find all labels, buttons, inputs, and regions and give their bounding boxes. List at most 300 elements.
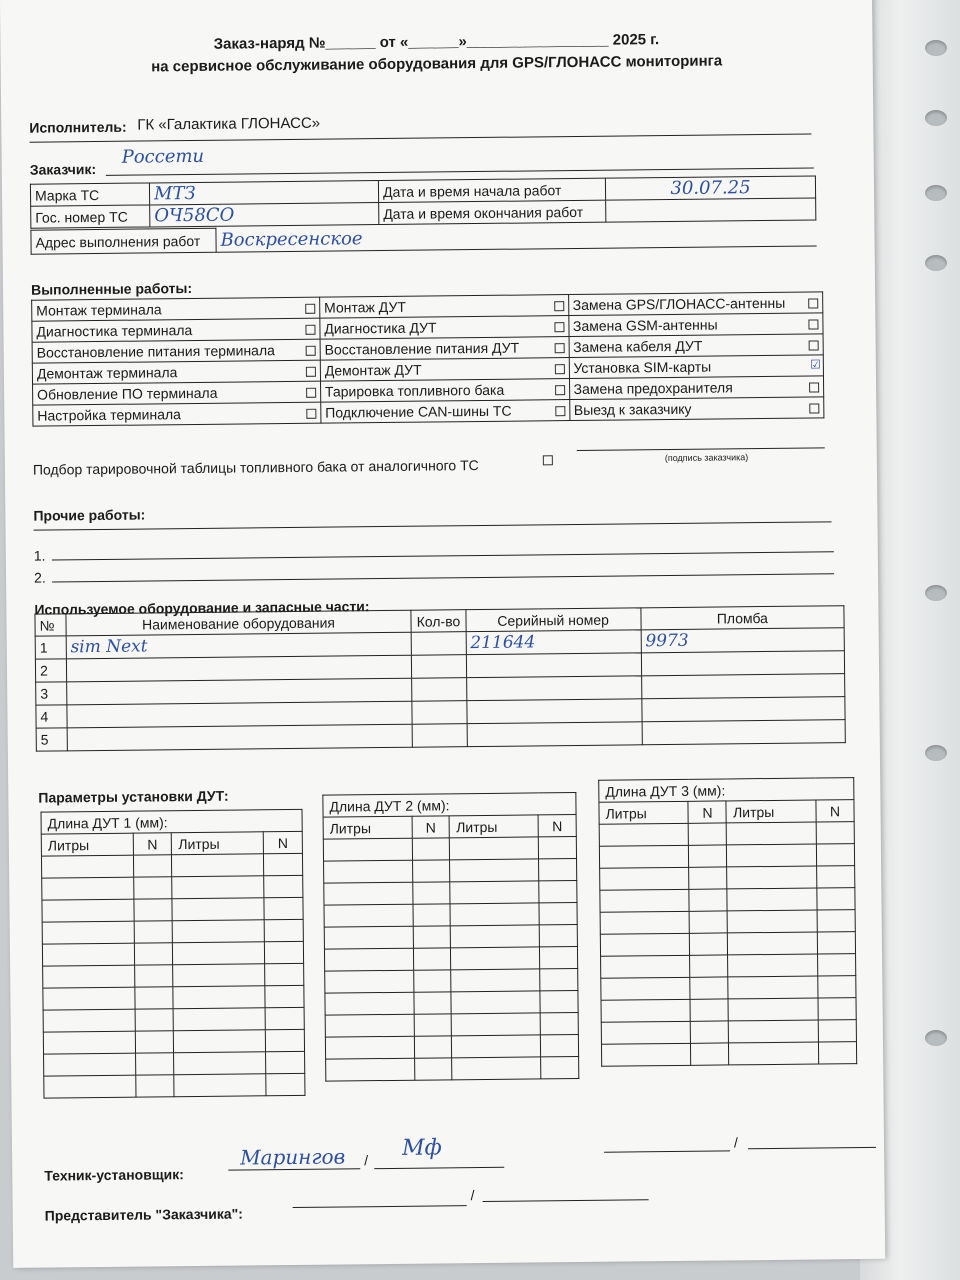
dut-cell[interactable] [412, 860, 450, 882]
dut-row [600, 888, 855, 913]
dut-cell[interactable] [174, 1008, 266, 1031]
dut-cell[interactable] [450, 903, 539, 926]
address-value[interactable]: Воскресенское [216, 222, 817, 252]
dut-caption: Длина ДУТ 3 (мм): [599, 778, 854, 803]
work-checkbox[interactable] [809, 382, 819, 392]
dut-cell[interactable] [172, 854, 264, 877]
equipment-cell[interactable] [412, 655, 467, 679]
dut-cell[interactable] [601, 999, 691, 1022]
dut-row [599, 822, 854, 847]
dut-cell[interactable] [43, 965, 135, 988]
dut-cell[interactable] [325, 970, 414, 993]
work-checkbox[interactable] [554, 322, 564, 332]
work-item[interactable] [32, 297, 320, 321]
technician-signature[interactable]: Мф [401, 1135, 442, 1161]
dut-row [42, 897, 303, 922]
work-checkbox[interactable] [306, 388, 316, 398]
equipment-title: Используемое оборудование и запасные части: [34, 598, 370, 618]
executor-line [29, 134, 811, 143]
dut-header-row [41, 831, 302, 856]
dut-row [42, 919, 303, 944]
dut-cell[interactable] [413, 948, 451, 970]
work-item[interactable] [321, 400, 570, 424]
dut-cell[interactable] [412, 882, 450, 904]
dut-cell[interactable] [324, 926, 413, 949]
dut-cell[interactable] [451, 991, 540, 1014]
dut-cell[interactable] [540, 1013, 578, 1035]
dut-header-cell: Литры [172, 832, 264, 855]
dut-cell[interactable] [42, 943, 134, 966]
dut-header-cell: N [412, 816, 450, 838]
dut-cell[interactable] [540, 947, 578, 969]
work-item[interactable] [320, 295, 569, 319]
technician-label: Техник-установщик: [44, 1166, 184, 1184]
dut-cell[interactable] [44, 1053, 136, 1076]
executor-value: ГК «Галактика ГЛОНАСС» [137, 114, 321, 134]
dut-row [323, 837, 576, 862]
dut-cell[interactable] [134, 921, 173, 943]
dut-caption: Длина ДУТ 1 (мм): [41, 809, 302, 834]
dut-cell[interactable] [818, 976, 856, 998]
work-item-label: Замена GSM-антенны [572, 316, 718, 335]
dut-cell[interactable] [817, 932, 855, 954]
dut-row [41, 853, 302, 878]
dut-cell[interactable] [134, 987, 173, 1009]
dut-cell[interactable] [690, 999, 728, 1021]
work-item-label: Обновление ПО терминала [37, 384, 218, 403]
dut-cell[interactable] [263, 853, 302, 875]
dut-cell[interactable] [414, 1036, 452, 1058]
work-checkbox[interactable] [306, 367, 316, 377]
work-checkbox[interactable] [306, 346, 316, 356]
end-value[interactable] [606, 198, 816, 222]
row-number: 3 [36, 682, 67, 705]
dut-cell[interactable] [44, 1075, 136, 1098]
dut-cell[interactable] [325, 1036, 414, 1059]
dut-row [324, 947, 577, 972]
other-works-title: Прочие работы: [33, 506, 146, 524]
dut-cell[interactable] [42, 877, 134, 900]
work-item[interactable] [320, 316, 569, 340]
dut-cell[interactable] [173, 920, 265, 943]
equipment-cell[interactable] [412, 678, 467, 702]
dut-cell[interactable] [174, 1074, 266, 1097]
equipment-cell[interactable] [67, 724, 413, 751]
work-checkbox[interactable] [555, 385, 565, 395]
dut-row [600, 910, 855, 935]
dut-cell[interactable] [451, 947, 540, 970]
equipment-cell[interactable] [642, 720, 846, 745]
dut-cell[interactable] [325, 992, 414, 1015]
extra-sign-line-1 [604, 1150, 730, 1152]
binder-hole [925, 40, 947, 56]
dut-row [601, 1020, 856, 1045]
dut-cell[interactable] [540, 991, 578, 1013]
dut-cell[interactable] [412, 838, 450, 860]
dut-cell[interactable] [323, 838, 412, 861]
dut-cell[interactable] [324, 860, 413, 883]
equipment-cell[interactable] [467, 722, 642, 747]
customer-line [106, 167, 814, 175]
dut-cell[interactable] [729, 1020, 819, 1043]
equipment-cell[interactable] [641, 651, 845, 676]
dut-cell[interactable] [541, 1056, 579, 1078]
dut-cell[interactable] [414, 1014, 452, 1036]
work-item[interactable] [320, 358, 569, 382]
dut-cell[interactable] [601, 1043, 691, 1066]
dut-cell[interactable] [691, 1043, 729, 1065]
technician-name-line [228, 1168, 360, 1170]
equipment-table [34, 605, 845, 751]
dut-cell[interactable] [41, 855, 133, 878]
equipment-cell[interactable] [412, 701, 467, 725]
representative-name-line[interactable] [293, 1205, 467, 1208]
dut-row [43, 1029, 304, 1054]
dut-cell[interactable] [601, 1021, 691, 1044]
dut-cell[interactable] [689, 823, 727, 845]
dut-cell[interactable] [728, 910, 818, 933]
dut-cell[interactable] [413, 926, 451, 948]
dut-header-cell: Литры [726, 800, 816, 823]
dut-cell[interactable] [816, 822, 854, 844]
work-checkbox[interactable] [808, 298, 818, 308]
work-item-label: Демонтаж терминала [36, 364, 178, 382]
dut-cell[interactable] [599, 823, 689, 846]
dut-cell[interactable] [324, 882, 413, 905]
dut-row [42, 941, 303, 966]
row-number: 5 [36, 728, 67, 751]
dut-cell[interactable] [600, 933, 690, 956]
dut-cell[interactable] [42, 899, 134, 922]
work-item-label: Установка SIM-карты [573, 358, 712, 377]
dut-cell[interactable] [818, 1020, 856, 1042]
dut-row [42, 875, 303, 900]
dut-title: Параметры установки ДУТ: [38, 787, 229, 806]
dut-cell[interactable] [324, 904, 413, 927]
representative-sign-line[interactable] [483, 1199, 649, 1202]
work-item[interactable] [320, 337, 569, 361]
binder-hole [925, 1030, 947, 1046]
dut-cell[interactable] [539, 903, 577, 925]
work-checkbox[interactable] [305, 304, 315, 314]
dut-cell[interactable] [452, 1057, 541, 1080]
work-item-label: Демонтаж ДУТ [324, 361, 422, 379]
dut-cell[interactable] [539, 881, 577, 903]
dut-header-cell: N [688, 801, 726, 823]
dut-header-cell: N [538, 815, 576, 837]
dut-cell[interactable] [135, 1053, 174, 1075]
dut-cell[interactable] [600, 867, 690, 890]
sign-caption: (подпись заказчика) [664, 452, 749, 464]
dut-cell[interactable] [43, 1009, 135, 1032]
work-item[interactable] [320, 379, 569, 403]
binder-hole [925, 745, 947, 761]
dut-cell[interactable] [452, 1013, 541, 1036]
dut-cell[interactable] [264, 875, 303, 897]
other-work-1: 1. [33, 547, 46, 564]
dut-row [600, 932, 855, 957]
work-item[interactable] [32, 360, 320, 384]
dut-cell[interactable] [601, 955, 691, 978]
work-checkbox[interactable] [809, 340, 819, 350]
dut-cell[interactable] [541, 1035, 579, 1057]
calibration-sign-line [577, 447, 825, 451]
dut-cell[interactable] [689, 867, 727, 889]
equipment-header-cell: № [35, 614, 66, 636]
dut-header-cell: N [816, 800, 854, 822]
dut-cell[interactable] [133, 855, 172, 877]
dut-cell[interactable] [600, 911, 690, 934]
dut-cell[interactable] [174, 1030, 266, 1053]
dut-cell[interactable] [452, 1035, 541, 1058]
dut-table [598, 777, 857, 1067]
dut-cell[interactable] [173, 964, 265, 987]
work-item[interactable] [569, 397, 824, 421]
work-checkbox[interactable] [306, 409, 316, 419]
dut-cell[interactable] [133, 877, 172, 899]
work-item-label: Замена GPS/ГЛОНАСС-антенны [572, 294, 786, 314]
work-item-label: Диагностика терминала [36, 322, 193, 340]
start-value[interactable]: 30.07.25 [605, 176, 815, 200]
work-item[interactable] [569, 334, 824, 358]
dut-row [325, 991, 578, 1016]
dut-cell[interactable] [451, 969, 540, 992]
dut-cell[interactable] [450, 859, 539, 882]
equipment-cell[interactable] [412, 724, 467, 748]
work-item-label: Замена кабеля ДУТ [573, 337, 703, 356]
work-checkbox[interactable] [554, 343, 564, 353]
calibration-text: Подбор тарировочной таблицы топливного бака от аналогичного ТС [32, 457, 479, 478]
dut-cell[interactable] [689, 845, 727, 867]
dut-cell[interactable] [172, 898, 264, 921]
dut-header-cell: Литры [41, 833, 133, 856]
work-item[interactable] [568, 313, 823, 337]
dut-row [599, 844, 854, 869]
dut-cell[interactable] [728, 976, 818, 999]
dut-cell[interactable] [265, 963, 304, 985]
equipment-cell[interactable] [641, 674, 845, 699]
dut-cell[interactable] [265, 1007, 304, 1029]
work-item-label: Замена предохранителя [573, 379, 733, 398]
plate-value[interactable]: ОЧ58СО [150, 203, 379, 227]
dut-cell[interactable] [728, 954, 818, 977]
customer-label: Заказчик: [29, 161, 97, 178]
dut-cell[interactable] [817, 910, 855, 932]
dut-row [44, 1073, 305, 1098]
dut-cell[interactable] [817, 866, 855, 888]
dut-row [326, 1056, 579, 1081]
work-item[interactable] [569, 355, 824, 379]
other-work-2: 2. [33, 569, 46, 586]
dut-row [44, 1051, 305, 1076]
dut-row [325, 1013, 578, 1038]
plate-label: Гос. номер ТС [31, 205, 150, 228]
dut-header-cell: N [133, 833, 172, 855]
work-item-label: Тарировка топливного бака [324, 381, 505, 400]
dut-cell[interactable] [264, 919, 303, 941]
dut-cell[interactable] [818, 1042, 856, 1064]
technician-sign-line [374, 1167, 504, 1169]
binder-hole [925, 110, 947, 126]
dut-cell[interactable] [539, 925, 577, 947]
equipment-cell[interactable]: 9973 [641, 628, 845, 653]
other-work-1-line[interactable] [52, 551, 834, 560]
dut-cell[interactable] [172, 876, 264, 899]
brand-label: Марка ТС [30, 183, 149, 206]
dut-cell[interactable] [599, 845, 689, 868]
brand-value[interactable]: МТЗ [149, 181, 378, 205]
dut-table [322, 792, 579, 1082]
dut-cell[interactable] [414, 992, 452, 1014]
dut-cell[interactable] [538, 837, 576, 859]
dut-cell[interactable] [324, 948, 413, 971]
calibration-checkbox[interactable] [543, 455, 553, 465]
dut-cell[interactable] [727, 866, 817, 889]
form-subtitle: на сервисное обслуживание оборудования для GPS/ГЛОНАСС мониторинга [151, 52, 723, 76]
dut-cell[interactable] [817, 888, 855, 910]
binder-hole [925, 255, 947, 271]
dut-cell[interactable] [690, 955, 728, 977]
dut-cell[interactable] [816, 844, 854, 866]
equipment-cell[interactable] [641, 697, 845, 722]
dut-cell[interactable] [451, 925, 540, 948]
dut-cell[interactable] [727, 822, 817, 845]
work-item[interactable] [32, 339, 320, 363]
other-work-2-line[interactable] [52, 573, 834, 582]
dut-cell[interactable] [264, 897, 303, 919]
dut-row [601, 1042, 856, 1067]
dut-header-cell: N [263, 831, 302, 853]
equipment-cell[interactable] [466, 699, 641, 724]
work-item[interactable] [33, 402, 321, 426]
dut-cell[interactable] [450, 881, 539, 904]
dut-cell[interactable] [729, 1042, 819, 1065]
work-checkbox[interactable] [554, 301, 564, 311]
dut-cell[interactable] [414, 1058, 452, 1080]
work-item-label: Подключение CAN-шины ТС [325, 402, 512, 421]
work-checkbox-checked[interactable]: ☑ [810, 357, 821, 372]
dut-row [43, 963, 304, 988]
dut-cell[interactable] [135, 1031, 174, 1053]
dut-cell[interactable] [135, 1009, 174, 1031]
work-item[interactable] [32, 318, 320, 342]
dut-header-cell: Литры [450, 815, 539, 838]
dut-cell[interactable] [690, 933, 728, 955]
dut-cell[interactable] [173, 942, 265, 965]
dut-row [601, 954, 856, 979]
work-item[interactable] [568, 292, 823, 316]
dut-cell[interactable] [689, 911, 727, 933]
dut-cell[interactable] [264, 941, 303, 963]
dut-cell[interactable] [728, 998, 818, 1021]
dut-cell[interactable] [326, 1058, 415, 1081]
work-item[interactable] [33, 381, 321, 405]
work-item-label: Монтаж ДУТ [324, 298, 406, 316]
dut-cell[interactable] [690, 977, 728, 999]
equipment-cell[interactable] [466, 676, 641, 701]
dut-cell[interactable] [539, 859, 577, 881]
dut-row [600, 866, 855, 891]
dut-cell[interactable] [600, 889, 690, 912]
dut-cell[interactable] [689, 889, 727, 911]
dut-cell[interactable] [325, 1014, 414, 1037]
dut-cell[interactable] [266, 1073, 305, 1095]
dut-cell[interactable] [133, 899, 172, 921]
customer-value[interactable]: Россети [121, 145, 205, 168]
binder-hole [925, 185, 947, 201]
row-number: 2 [35, 659, 66, 682]
dut-cell[interactable] [727, 844, 817, 867]
binder-hole [925, 585, 947, 601]
dut-cell[interactable] [540, 969, 578, 991]
dut-cell[interactable] [134, 943, 173, 965]
dut-cell[interactable] [265, 985, 304, 1007]
dut-cell[interactable] [601, 977, 691, 1000]
dut-row [601, 998, 856, 1023]
work-item[interactable] [569, 376, 824, 400]
dut-caption: Длина ДУТ 2 (мм): [323, 793, 576, 818]
dut-cell[interactable] [817, 954, 855, 976]
equipment-cell[interactable]: 211644 [466, 630, 641, 655]
dut-cell[interactable] [691, 1021, 729, 1043]
works-title: Выполненные работы: [30, 280, 193, 298]
dut-cell[interactable] [728, 932, 818, 955]
dut-header-cell: Литры [599, 801, 689, 824]
extra-sign-line-2 [748, 1147, 876, 1149]
equipment-cell[interactable] [411, 632, 466, 656]
dut-table [41, 809, 306, 1099]
dut-cell[interactable] [413, 904, 451, 926]
work-checkbox[interactable] [305, 325, 315, 335]
end-label: Дата и время окончания работ [379, 200, 606, 224]
technician-slash: / [364, 1152, 369, 1169]
dut-cell[interactable] [135, 1075, 174, 1097]
equipment-header-cell: Наименование оборудования [66, 610, 412, 636]
equipment-header-cell: Пломба [641, 606, 845, 630]
other-works-line [34, 521, 832, 530]
dut-cell[interactable] [43, 987, 135, 1010]
work-item-label: Выезд к заказчику [573, 400, 692, 419]
work-checkbox[interactable] [555, 406, 565, 416]
equipment-cell[interactable]: sim Next [66, 632, 412, 659]
dut-row [324, 903, 577, 928]
dut-cell[interactable] [174, 1052, 266, 1075]
dut-cell[interactable] [173, 986, 265, 1009]
equipment-header-cell: Серийный номер [465, 608, 640, 632]
dut-cell[interactable] [134, 965, 173, 987]
dut-cell[interactable] [42, 921, 134, 944]
dut-cell[interactable] [413, 970, 451, 992]
work-checkbox[interactable] [809, 403, 819, 413]
start-label: Дата и время начала работ [378, 178, 605, 202]
dut-cell[interactable] [818, 998, 856, 1020]
dut-row [324, 925, 577, 950]
dut-header-row [323, 815, 576, 840]
dut-cell[interactable] [43, 1031, 135, 1054]
work-checkbox[interactable] [808, 319, 818, 329]
work-checkbox[interactable] [554, 364, 564, 374]
works-table [31, 291, 824, 426]
technician-name[interactable]: Марингов [240, 1144, 346, 1170]
work-item-label: Диагностика ДУТ [324, 319, 437, 337]
dut-header-cell: Литры [323, 816, 412, 839]
dut-cell[interactable] [727, 888, 817, 911]
dut-cell[interactable] [266, 1051, 305, 1073]
extra-slash: / [733, 1134, 738, 1151]
dut-cell[interactable] [450, 837, 539, 860]
equipment-cell[interactable] [466, 653, 641, 678]
dut-cell[interactable] [265, 1029, 304, 1051]
